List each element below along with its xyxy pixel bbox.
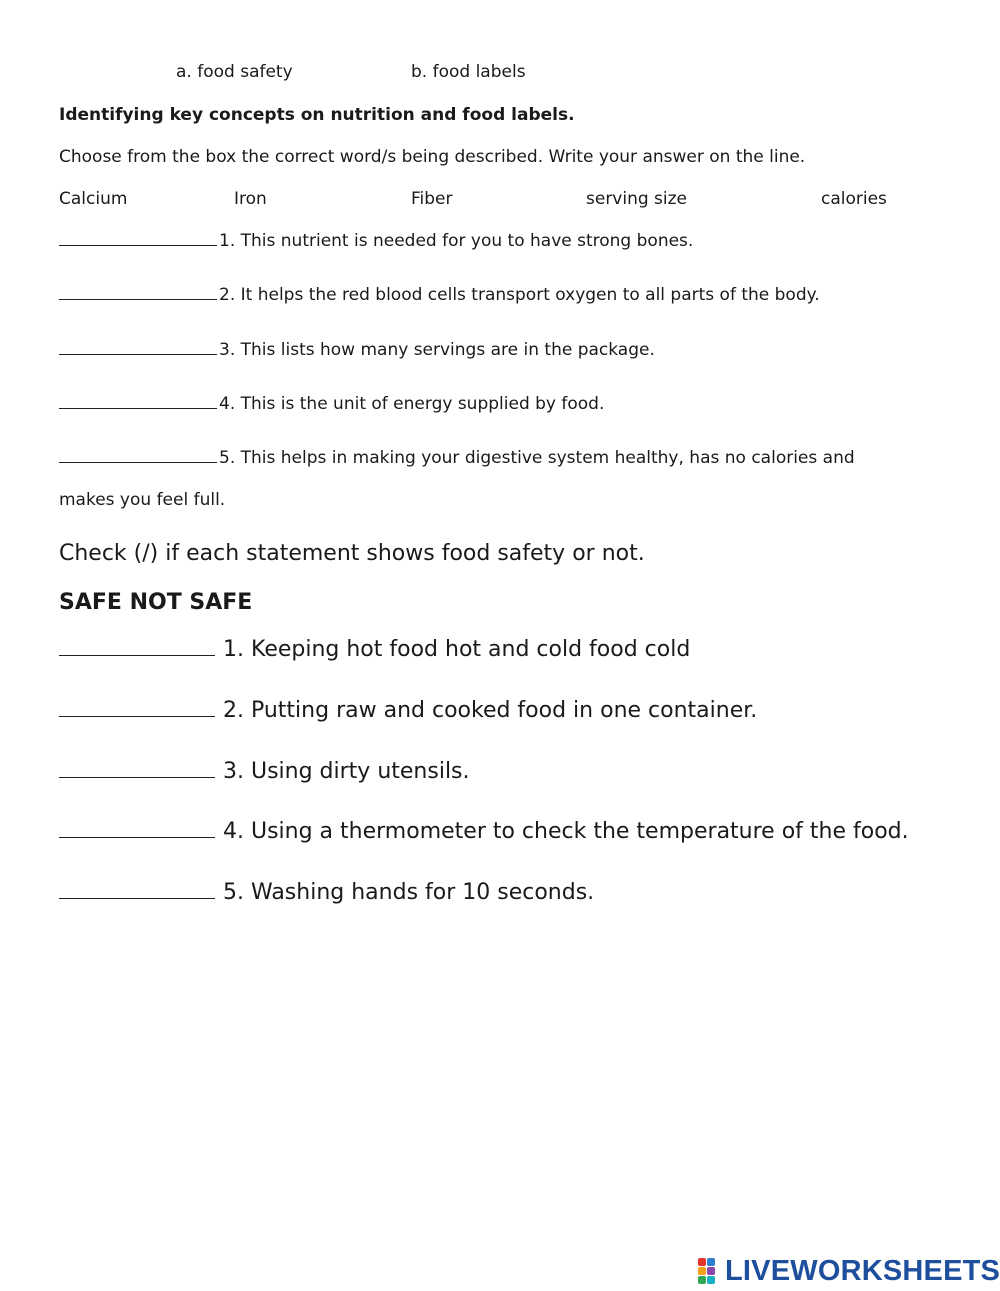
question-row <box>59 394 604 414</box>
question-text: 3. This lists how many servings are in the package. <box>219 340 655 360</box>
statement-text: 1. Keeping hot food hot and cold food cold <box>223 637 691 662</box>
statement-row <box>59 637 690 662</box>
section2-instruction: Check (/) if each statement shows food safety or not. <box>59 541 645 566</box>
logo-text: LIVEWORKSHEETS <box>725 1254 1000 1287</box>
liveworksheets-logo <box>697 1255 1000 1287</box>
answer-blank[interactable] <box>59 698 215 717</box>
statement-row <box>59 819 909 844</box>
question-row <box>59 231 693 251</box>
option-a: a. food safety <box>176 62 293 82</box>
answer-blank[interactable] <box>59 637 215 656</box>
answer-blank[interactable] <box>59 880 215 899</box>
statement-text: 5. Washing hands for 10 seconds. <box>223 880 595 905</box>
question-text: 2. It helps the red blood cells transport oxygen to all parts of the body. <box>219 285 820 305</box>
statement-row <box>59 698 757 723</box>
word-box-item: Calcium <box>59 189 128 209</box>
question-text: 4. This is the unit of energy supplied by food. <box>219 394 605 414</box>
question-text: 1. This nutrient is needed for you to have strong bones. <box>219 231 694 251</box>
statement-text: 4. Using a thermometer to check the temperature of the food. <box>223 819 909 844</box>
question-row <box>59 448 855 468</box>
statement-row <box>59 759 470 784</box>
option-b: b. food labels <box>411 62 526 82</box>
word-box-item: serving size <box>586 189 688 209</box>
answer-blank[interactable] <box>59 340 217 355</box>
statement-row <box>59 880 594 905</box>
answer-blank[interactable] <box>59 394 217 409</box>
question-row <box>59 285 820 305</box>
answer-blank[interactable] <box>59 231 217 246</box>
question-row <box>59 340 655 360</box>
word-box-item: Iron <box>234 189 267 209</box>
statement-text: 2. Putting raw and cooked food in one container. <box>223 698 758 723</box>
answer-blank[interactable] <box>59 759 215 778</box>
answer-blank[interactable] <box>59 285 217 300</box>
section1-instruction: Choose from the box the correct word/s being described. Write your answer on the line. <box>59 147 806 167</box>
logo-icon <box>697 1256 723 1286</box>
question-text: 5. This helps in making your digestive system healthy, has no calories and <box>219 448 855 468</box>
statement-text: 3. Using dirty utensils. <box>223 759 470 784</box>
word-box-item: calories <box>821 189 887 209</box>
word-box-item: Fiber <box>411 189 453 209</box>
safe-not-safe-header: SAFE NOT SAFE <box>59 590 253 615</box>
answer-blank[interactable] <box>59 448 217 463</box>
section1-heading: Identifying key concepts on nutrition and food labels. <box>59 105 575 125</box>
answer-blank[interactable] <box>59 819 215 838</box>
question-text-continued: makes you feel full. <box>59 490 226 510</box>
